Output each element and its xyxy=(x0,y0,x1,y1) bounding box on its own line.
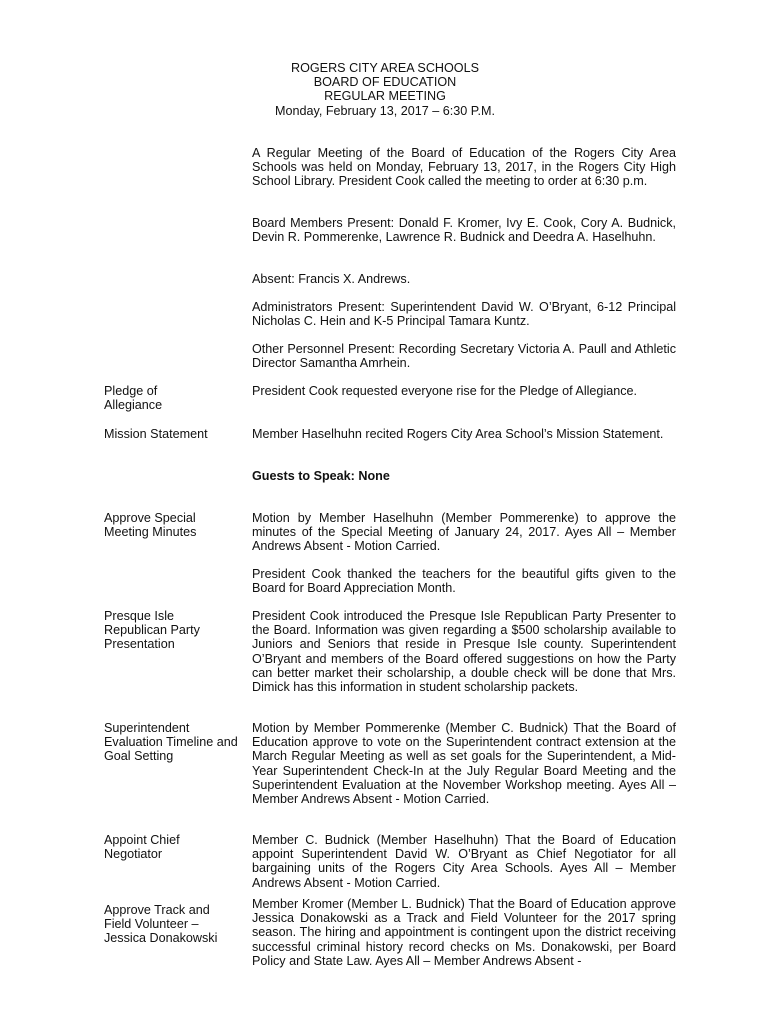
track-volunteer-text: Member Kromer (Member L. Budnick) That the Board of Education approve Jessica Donakowski as a Track and Field Volunteer for the 2017 spring season. The hiring and appointment is contingent upon the district receiving successful criminal history record checks on Ms. Donakowski, per Board Policy and State Law. Ayes All – Member Andrews Absent - xyxy=(252,897,676,968)
presque-isle-text: President Cook introduced the Presque Isle Republican Party Presenter to the Board. Information was given regarding a $500 scholarship available to Juniors and Seniors that reside in Presque Isle county. Superintendent O’Bryant and members of the Board offered suggestions on how the Party can better market their scholarship, a double check will be done that Mrs. Dimick has this information in student scholarship packets. xyxy=(252,609,676,695)
special-minutes-label: Approve Special Meeting Minutes xyxy=(104,511,197,540)
track-volunteer-label: Approve Track and Field Volunteer – Jessica Donakowski xyxy=(104,903,218,946)
board-members-present: Board Members Present: Donald F. Kromer, Ivy E. Cook, Cory A. Budnick, Devin R. Pommerenke, Lawrence R. Budnick and Deedra A. Haselhuhn. xyxy=(252,216,676,245)
opening-paragraph: A Regular Meeting of the Board of Education of the Rogers City Area Schools was held on Monday, February 13, 2017, in the Rogers City High School Library. President Cook called the meeting to order at 6:30 p.m. xyxy=(252,146,676,189)
meeting-date: Monday, February 13, 2017 – 6:30 P.M. xyxy=(274,103,496,118)
pledge-label: Pledge of Allegiance xyxy=(104,384,163,413)
chief-negotiator-label: Appoint Chief Negotiator xyxy=(104,833,180,862)
guests-heading: Guests to Speak: None xyxy=(252,469,390,483)
pledge-text: President Cook requested everyone rise for the Pledge of Allegiance. xyxy=(252,384,638,398)
superintendent-text: Motion by Member Pommerenke (Member C. Budnick) That the Board of Education approve to vote on the Superintendent contract extension at the March Regular Meeting as well as set goals for the Superintendent, a Mid-Year Superintendent Check-In at the July Regular Board Meeting and the Superintendent Evaluation at the November Workshop meeting. Ayes All – Member Andrews Absent - Motion Carried. xyxy=(252,721,676,807)
superintendent-label: Superintendent Evaluation Timeline and Goal Setting xyxy=(104,721,238,764)
other-personnel-present: Other Personnel Present: Recording Secretary Victoria A. Paull and Athletic Director Samantha Amrhein. xyxy=(252,342,676,371)
special-minutes-text: Motion by Member Haselhuhn (Member Pommerenke) to approve the minutes of the Special Meeting of January 24, 2017. Ayes All – Member Andrews Absent - Motion Carried. xyxy=(252,511,676,554)
district-name: ROGERS CITY AREA SCHOOLS xyxy=(290,61,480,75)
mission-label: Mission Statement xyxy=(104,427,208,441)
document-header xyxy=(250,61,520,118)
board-name: BOARD OF EDUCATION xyxy=(313,75,457,90)
mission-text: Member Haselhuhn recited Rogers City Area School’s Mission Statement. xyxy=(252,427,664,441)
board-appreciation-text: President Cook thanked the teachers for the beautiful gifts given to the Board for Board Appreciation Month. xyxy=(252,567,676,596)
absent-members: Absent: Francis X. Andrews. xyxy=(252,272,411,286)
presque-isle-label: Presque Isle Republican Party Presentation xyxy=(104,609,200,652)
meeting-type: REGULAR MEETING xyxy=(324,89,446,104)
administrators-present: Administrators Present: Superintendent David W. O’Bryant, 6-12 Principal Nicholas C. Hein and K-5 Principal Tamara Kuntz. xyxy=(252,300,676,329)
chief-negotiator-text: Member C. Budnick (Member Haselhuhn) That the Board of Education appoint Superintendent David W. O’Bryant as Chief Negotiator for all bargaining units of the Rogers City Area Schools. Ayes All – Member Andrews Absent - Motion Carried. xyxy=(252,833,676,890)
